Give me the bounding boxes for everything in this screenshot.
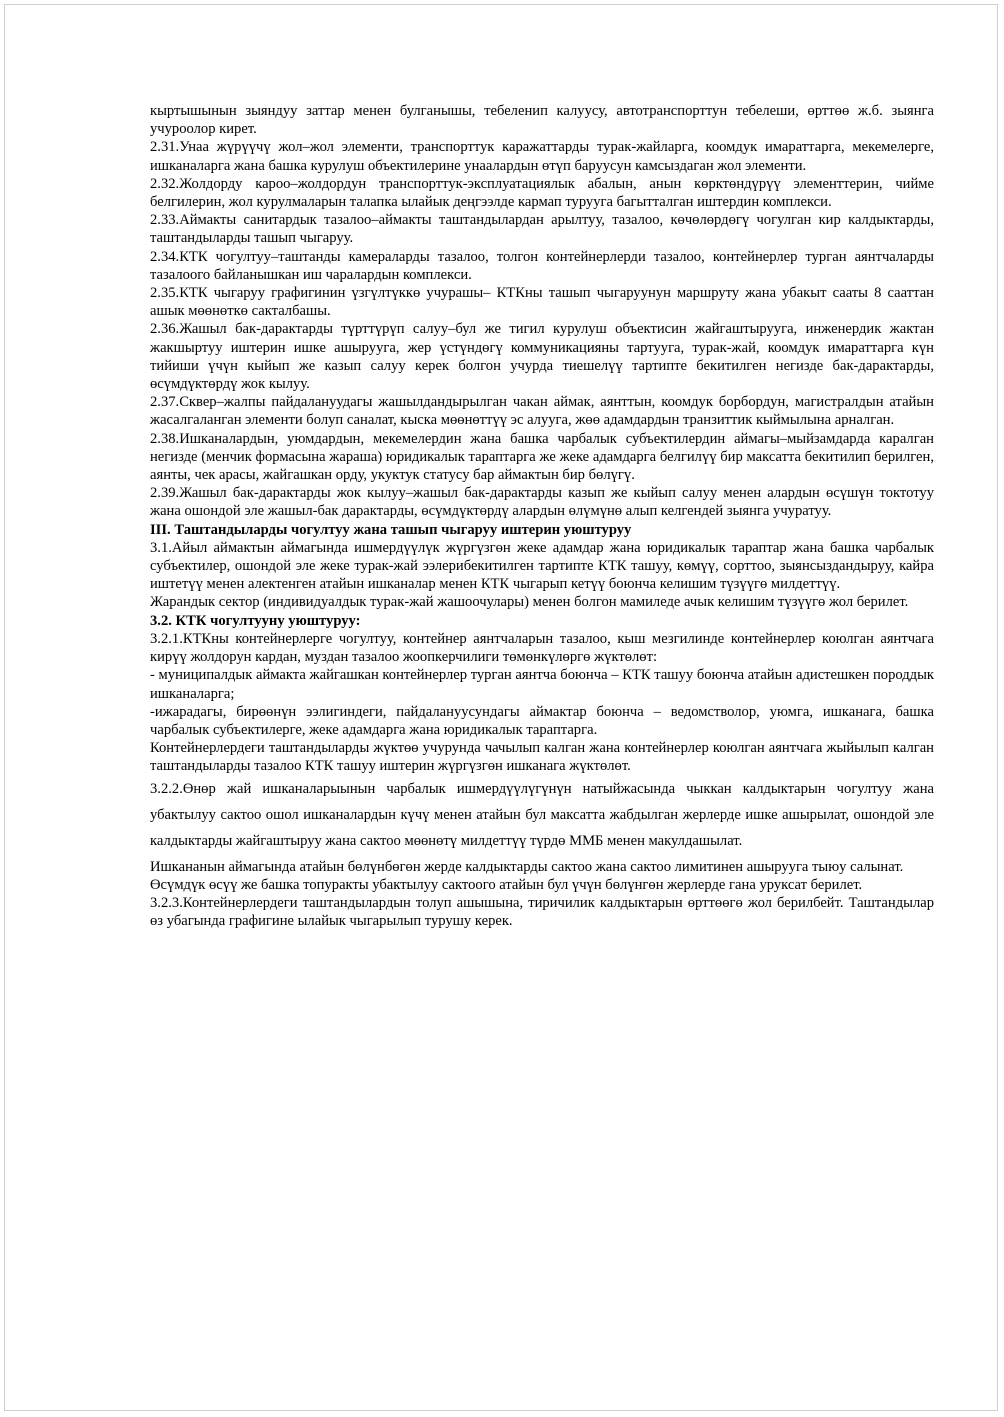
paragraph-3-2-1: 3.2.1.КТКны контейнерлерге чогултуу, контейнер аянтчаларын тазалоо, кыш мезгилинде контейнерлер коюлган аянтчага кирүү жолдорун кардан, муздан тазалоо жоопкерчилиги төмөнкүлөргө жүктөлөт: [150,630,934,666]
paragraph-2-35: 2.35.КТК чыгаруу графигинин үзгүлтүккө учурашы– КТКны ташып чыгаруунун маршруту жана убакыт сааты 8 сааттан ашык мөөнөткө сакталбашы. [150,285,934,320]
document-page [4,4,998,1411]
paragraph-public-contract: Жарандык сектор (индивидуалдык турак-жай жашоочулары) менен болгон мамиледе ачык келишим түзүүгө жол берилет. [150,594,909,611]
section-heading-iii: III. Таштандыларды чогултуу жана ташып чыгаруу иштерин уюштуруу [150,521,632,538]
paragraph-2-38: 2.38.Ишканалардын, уюмдардын, мекемелердин жана башка чарбалык субъектилердин аймагы–мыйзамдарда каралган негизде (менчик формасына жараша) юридикалык тараптарга же жеке адамдарга белгилүү бир максатта бекитилип берилген, аянты, чек арасы, жайгашкан орду, укуктук статусу бар аймактын бир бөлүгү. [150,430,934,484]
paragraph-3-2-2: 3.2.2.Өнөр жай ишканаларыынын чарбалык ишмердүүлүгүнүн натыйжасында чыккан калдыктарын чогултуу жана убактылуу сактоо ошол ишканалардын күчү менен атайын бул максатта жабдылган жерлерде ишке ашырылат, ошондой эле калдыктарды жайгаштыруу жана сактоо мөөнөтү милдеттүү түрдө ММБ менен макулдашылат. [150,780,934,849]
paragraph-container-cleanup: Контейнерлердеги таштандыларды жүктөө учурунда чачылып калган жана контейнерлер коюлган аянтчага жыйылып калган таштандыларды тазалоо КТК ташуу иштерин жүргүзгөн ишканага жүктөлөт. [150,740,934,775]
document-body [150,102,934,930]
paragraph: кыртышынын зыяндуу заттар менен булганышы, тебеленип калуусу, автотранспорттун тебелеши, өрттөө ж.б. зыянга учуроолор кирет. [150,103,934,138]
paragraph-2-31: 2.31.Унаа жүрүүчү жол–жол элементи, транспорттук каражаттарды турак-жайларга, коомдук имараттарга, мекемелерге, ишканаларга жана башка курулуш объектилерине унаалардын өтүп баруусун камсыздаган жол элементи. [150,139,934,174]
section-heading-3-2: 3.2. КТК чогултууну уюштуруу: [150,612,361,629]
paragraph-3-1: 3.1.Айыл аймактын аймагында ишмердүүлүк жүргүзгөн жеке адамдар жана юридикалык тараптар жана башка чарбалык субъектилер, ошондой эле жеке турак-жай ээлерибекитилген тартипте КТК ташуу, көмүү, сорттоо, зыянсыздандыруу, кайра иштетүү менен алектенген атайын ишканалар менен КТК чыгарып кетүү боюнча келишим түзүүгө милдеттүү. [150,539,934,593]
paragraph-2-32: 2.32.Жолдорду кароо–жолдордун транспорттук-эксплуатациялык абалын, анын көрктөндүрүү элементтерин, чийме белгилерин, жол курулмаларын талапка ылайык деңгээлде кармап турууга багытталган иштердин комплекси. [150,175,934,211]
paragraph-2-36: 2.36.Жашыл бак-дарактарды түрттүрүп салуу–бул же тигил курулуш объектисин жайгаштырууга, инженердик жактан жакшыртуу иштерин ишке ашырууга, жер үстүндөгү коммуникацияны тартууга, турак-жай, коомдук имараттарга күн тийиши үчүн кыйып же казып салуу керек болгон учурда тиешелүү тартипте бекитилген негизде бак-дарактарды, өсүмдүктөрдү жок кылуу. [150,321,934,393]
paragraph-2-37: 2.37.Сквер–жалпы пайдалануудагы жашылдандырылган чакан аймак, аянттын, коомдук борбордун, магистралдын атайын жасалгаланган элементи болуп саналат, кыска мөөнөттүү эс алууга, жөө адамдардын транзиттик кыймылына арналган. [150,394,934,429]
paragraph-2-39: 2.39.Жашыл бак-дарактарды жок кылуу–жашыл бак-дарактарды казып же кыйып салуу менен алардын өсүшүн токтотуу жана ошондой эле жашыл-бак дарактарды, өсүмдүктөрдү алардын өлүмүнө алып келгендей зыянга учуратуу. [150,485,934,520]
paragraph-soil-storage: Өсүмдүк өсүү же башка топуракты убактылуу сактоого атайын бул үчүн бөлүнгөн жерлерде гана уруксат берилет. [150,876,863,893]
paragraph-2-34: 2.34.КТК чогултуу–таштанды камераларды тазалоо, толгон контейнерлерди тазалоо, контейнерлер турган аянтчаларды тазалоого байланышкан иш чаралардын комплекси. [150,248,934,283]
paragraph-storage-ban: Ишкананын аймагында атайын бөлүнбөгөн жерде калдыктарды сактоо жана сактоо лимитинен ашырууга тыюу салынат. [150,858,904,875]
list-item-leased: -ижарадагы, бирөөнүн ээлигиндеги, пайдалануусундагы аймактар боюнча – ведомстволор, уюмга, ишканага, башка чарбалык субъектилерге, жеке адамдарга жана юридикалык тараптарга. [150,703,934,738]
paragraph-2-33: 2.33.Аймакты санитардык тазалоо–аймакты таштандылардан арылтуу, тазалоо, көчөлөрдөгү чогулган кир калдыктарды, таштандыларды ташып чыгаруу. [150,212,934,247]
paragraph-3-2-3: 3.2.3.Контейнерлердеги таштандылардын толуп ашышына, тиричилик калдыктарын өрттөөгө жол берилбейт. Таштандылар өз убагында графигине ылайык чыгарылып турушу керек. [150,894,934,930]
list-item-municipal: - муниципалдык аймакта жайгашкан контейнерлер турган аянтча боюнча – КТК ташуу боюнча атайын адистешкен породдык ишканаларга; [150,667,934,702]
